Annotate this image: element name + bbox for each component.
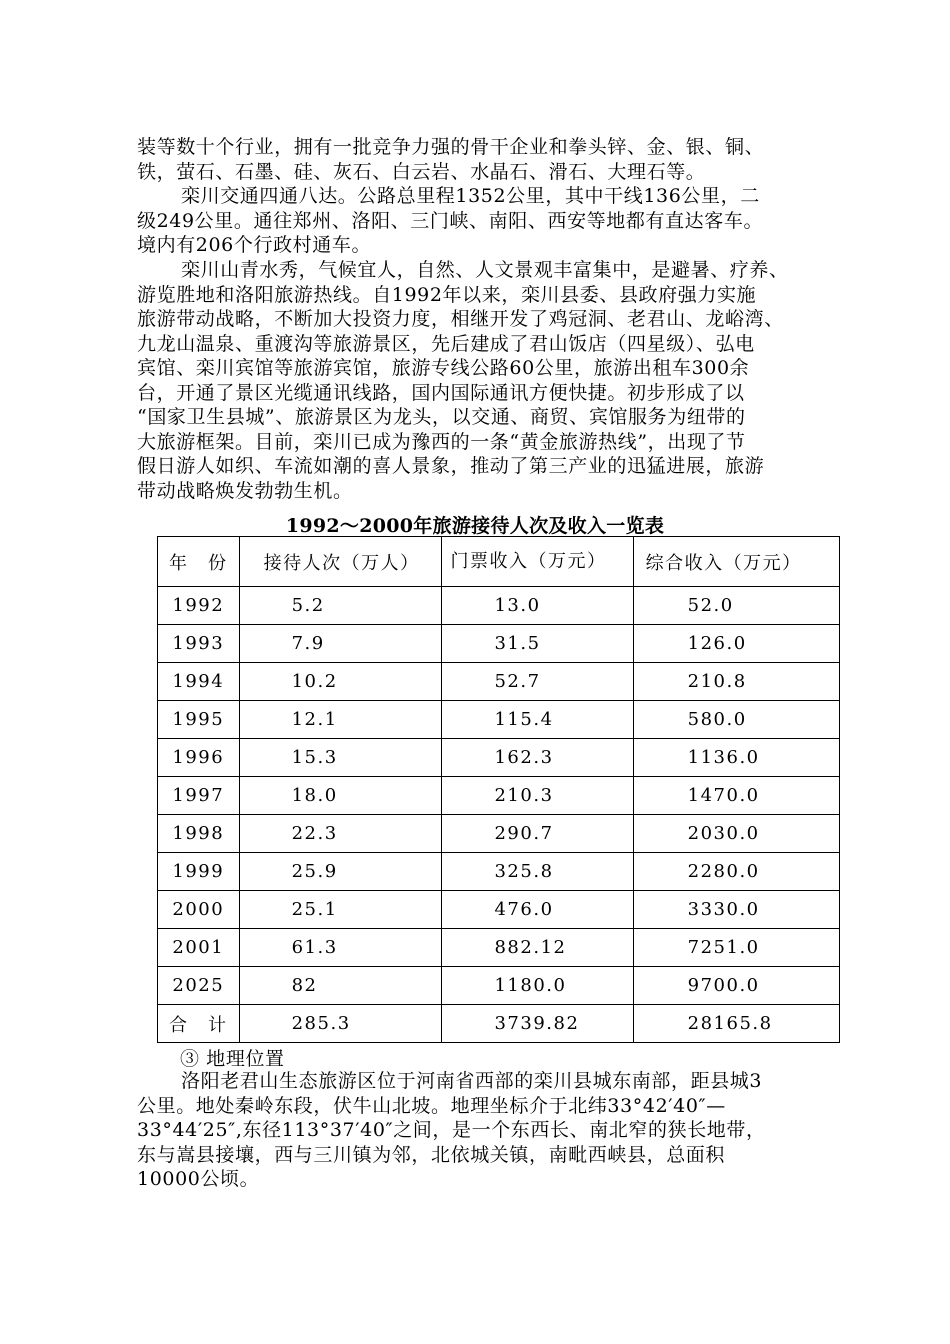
section-heading: ③ 地理位置 <box>180 1048 285 1070</box>
cell-ticket-income: 162.3 <box>442 739 633 777</box>
text-line: 栾川交通四通八达。公路总里程1352公里，其中干线136公里，二 <box>181 185 760 207</box>
cell-ticket-income: 31.5 <box>442 625 633 663</box>
cell-ticket-income: 290.7 <box>442 815 633 853</box>
table-row <box>158 853 840 891</box>
text-line: 假日游人如织、车流如潮的喜人景象，推动了第三产业的迅猛进展，旅游 <box>137 455 765 477</box>
cell-ticket-income: 13.0 <box>442 587 633 625</box>
header-ticket-income: 门票收入（万元） <box>442 537 633 587</box>
cell-year: 1998 <box>158 815 240 853</box>
cell-visitors: 12.1 <box>239 701 442 739</box>
table-body <box>158 537 840 1043</box>
text-line: 台，开通了景区光缆通讯线路，国内国际通讯方便快捷。初步形成了以 <box>137 381 745 404</box>
table-row <box>158 929 840 967</box>
text-line: 公里。地处秦岭东段，伏牛山北坡。地理坐标介于北纬33°42′40″— <box>137 1094 726 1117</box>
cell-visitors: 61.3 <box>239 929 442 967</box>
text-line: 游览胜地和洛阳旅游热线。自1992年以来，栾川县委、县政府强力实施 <box>137 283 757 306</box>
text-line: 东与嵩县接壤，西与三川镇为邻，北依城关镇，南毗西峡县，总面积 <box>137 1143 726 1166</box>
cell-ticket-income: 882.12 <box>442 929 633 967</box>
text-line: 境内有206个行政村通车。 <box>137 234 372 256</box>
cell-total-income: 2280.0 <box>633 853 839 891</box>
text-line: 铁，萤石、石墨、硅、灰石、白云岩、水晶石、滑石、大理石等。 <box>137 160 706 183</box>
table-row <box>158 739 840 777</box>
cell-year: 合 计 <box>158 1005 240 1043</box>
cell-visitors: 10.2 <box>239 663 442 701</box>
cell-visitors: 22.3 <box>239 815 442 853</box>
paragraph-transport <box>137 184 867 258</box>
cell-year: 1997 <box>158 777 240 815</box>
text-line: 装等数十个行业，拥有一批竞争力强的骨干企业和拳头锌、金、银、铜、 <box>137 136 765 158</box>
cell-year: 1994 <box>158 663 240 701</box>
header-year: 年 份 <box>158 537 240 587</box>
cell-total-income: 7251.0 <box>633 929 839 967</box>
text-line: 旅游带动战略，不断加大投资力度，相继开发了鸡冠洞、老君山、龙峪湾、 <box>137 308 784 330</box>
text-line: 33°44′25″,东径113°37′40″之间，是一个东西长、南北窄的狭长地带， <box>137 1119 766 1141</box>
cell-visitors: 285.3 <box>239 1005 442 1043</box>
table-row <box>158 701 840 739</box>
table-row <box>158 663 840 701</box>
cell-visitors: 5.2 <box>239 587 442 625</box>
cell-total-income: 580.0 <box>633 701 839 739</box>
cell-year: 2025 <box>158 967 240 1005</box>
text-line: 栾川山青水秀，气候宜人，自然、人文景观丰富集中，是避暑、疗养、 <box>181 259 789 281</box>
table-row <box>158 625 840 663</box>
cell-ticket-income: 3739.82 <box>442 1005 633 1043</box>
cell-visitors: 15.3 <box>239 739 442 777</box>
cell-year: 2000 <box>158 891 240 929</box>
cell-year: 1993 <box>158 625 240 663</box>
text-line: 级249公里。通往郑州、洛阳、三门峡、南阳、西安等地都有直达客车。 <box>137 209 764 232</box>
cell-visitors: 7.9 <box>239 625 442 663</box>
cell-ticket-income: 210.3 <box>442 777 633 815</box>
cell-year: 1992 <box>158 587 240 625</box>
cell-visitors: 25.1 <box>239 891 442 929</box>
cell-ticket-income: 115.4 <box>442 701 633 739</box>
cell-total-income: 210.8 <box>633 663 839 701</box>
text-line: 大旅游框架。目前，栾川已成为豫西的一条“黄金旅游热线”，出现了节 <box>137 430 746 453</box>
cell-year: 1999 <box>158 853 240 891</box>
header-total-income: 综合收入（万元） <box>633 537 839 587</box>
cell-year: 1995 <box>158 701 240 739</box>
text-line: 10000公顷。 <box>137 1168 260 1190</box>
paragraph-location <box>137 1069 867 1192</box>
header-visitors: 接待人次（万人） <box>239 537 442 587</box>
cell-total-income: 1136.0 <box>633 739 839 777</box>
text-line: “国家卫生县城”、旅游景区为龙头，以交通、商贸、宾馆服务为纽带的 <box>137 406 746 428</box>
table-row <box>158 1005 840 1043</box>
table-row <box>158 777 840 815</box>
paragraph-industry <box>137 135 867 184</box>
cell-total-income: 3330.0 <box>633 891 839 929</box>
tourism-table <box>157 536 840 1043</box>
cell-total-income: 52.0 <box>633 587 839 625</box>
table-row <box>158 967 840 1005</box>
table-row <box>158 815 840 853</box>
cell-total-income: 9700.0 <box>633 967 839 1005</box>
paragraph-tourism <box>137 258 867 503</box>
cell-total-income: 126.0 <box>633 625 839 663</box>
cell-year: 2001 <box>158 929 240 967</box>
text-line: 洛阳老君山生态旅游区位于河南省西部的栾川县城东南部，距县城3 <box>181 1070 763 1092</box>
text-line: 带动战略焕发勃勃生机。 <box>137 479 353 502</box>
cell-year: 1996 <box>158 739 240 777</box>
text-line: 宾馆、栾川宾馆等旅游宾馆，旅游专线公路60公里，旅游出租车300余 <box>137 357 750 379</box>
cell-ticket-income: 476.0 <box>442 891 633 929</box>
table-header-row <box>158 537 840 587</box>
table-row <box>158 891 840 929</box>
cell-ticket-income: 325.8 <box>442 853 633 891</box>
cell-visitors: 25.9 <box>239 853 442 891</box>
cell-ticket-income: 1180.0 <box>442 967 633 1005</box>
text-line: 九龙山温泉、重渡沟等旅游景区，先后建成了君山饭店（四星级）、弘电 <box>137 332 755 355</box>
cell-ticket-income: 52.7 <box>442 663 633 701</box>
cell-total-income: 1470.0 <box>633 777 839 815</box>
cell-total-income: 28165.8 <box>633 1005 839 1043</box>
cell-visitors: 18.0 <box>239 777 442 815</box>
table-title: 1992～2000年旅游接待人次及收入一览表 <box>285 515 665 537</box>
cell-total-income: 2030.0 <box>633 815 839 853</box>
cell-visitors: 82 <box>239 967 442 1005</box>
table-row <box>158 587 840 625</box>
